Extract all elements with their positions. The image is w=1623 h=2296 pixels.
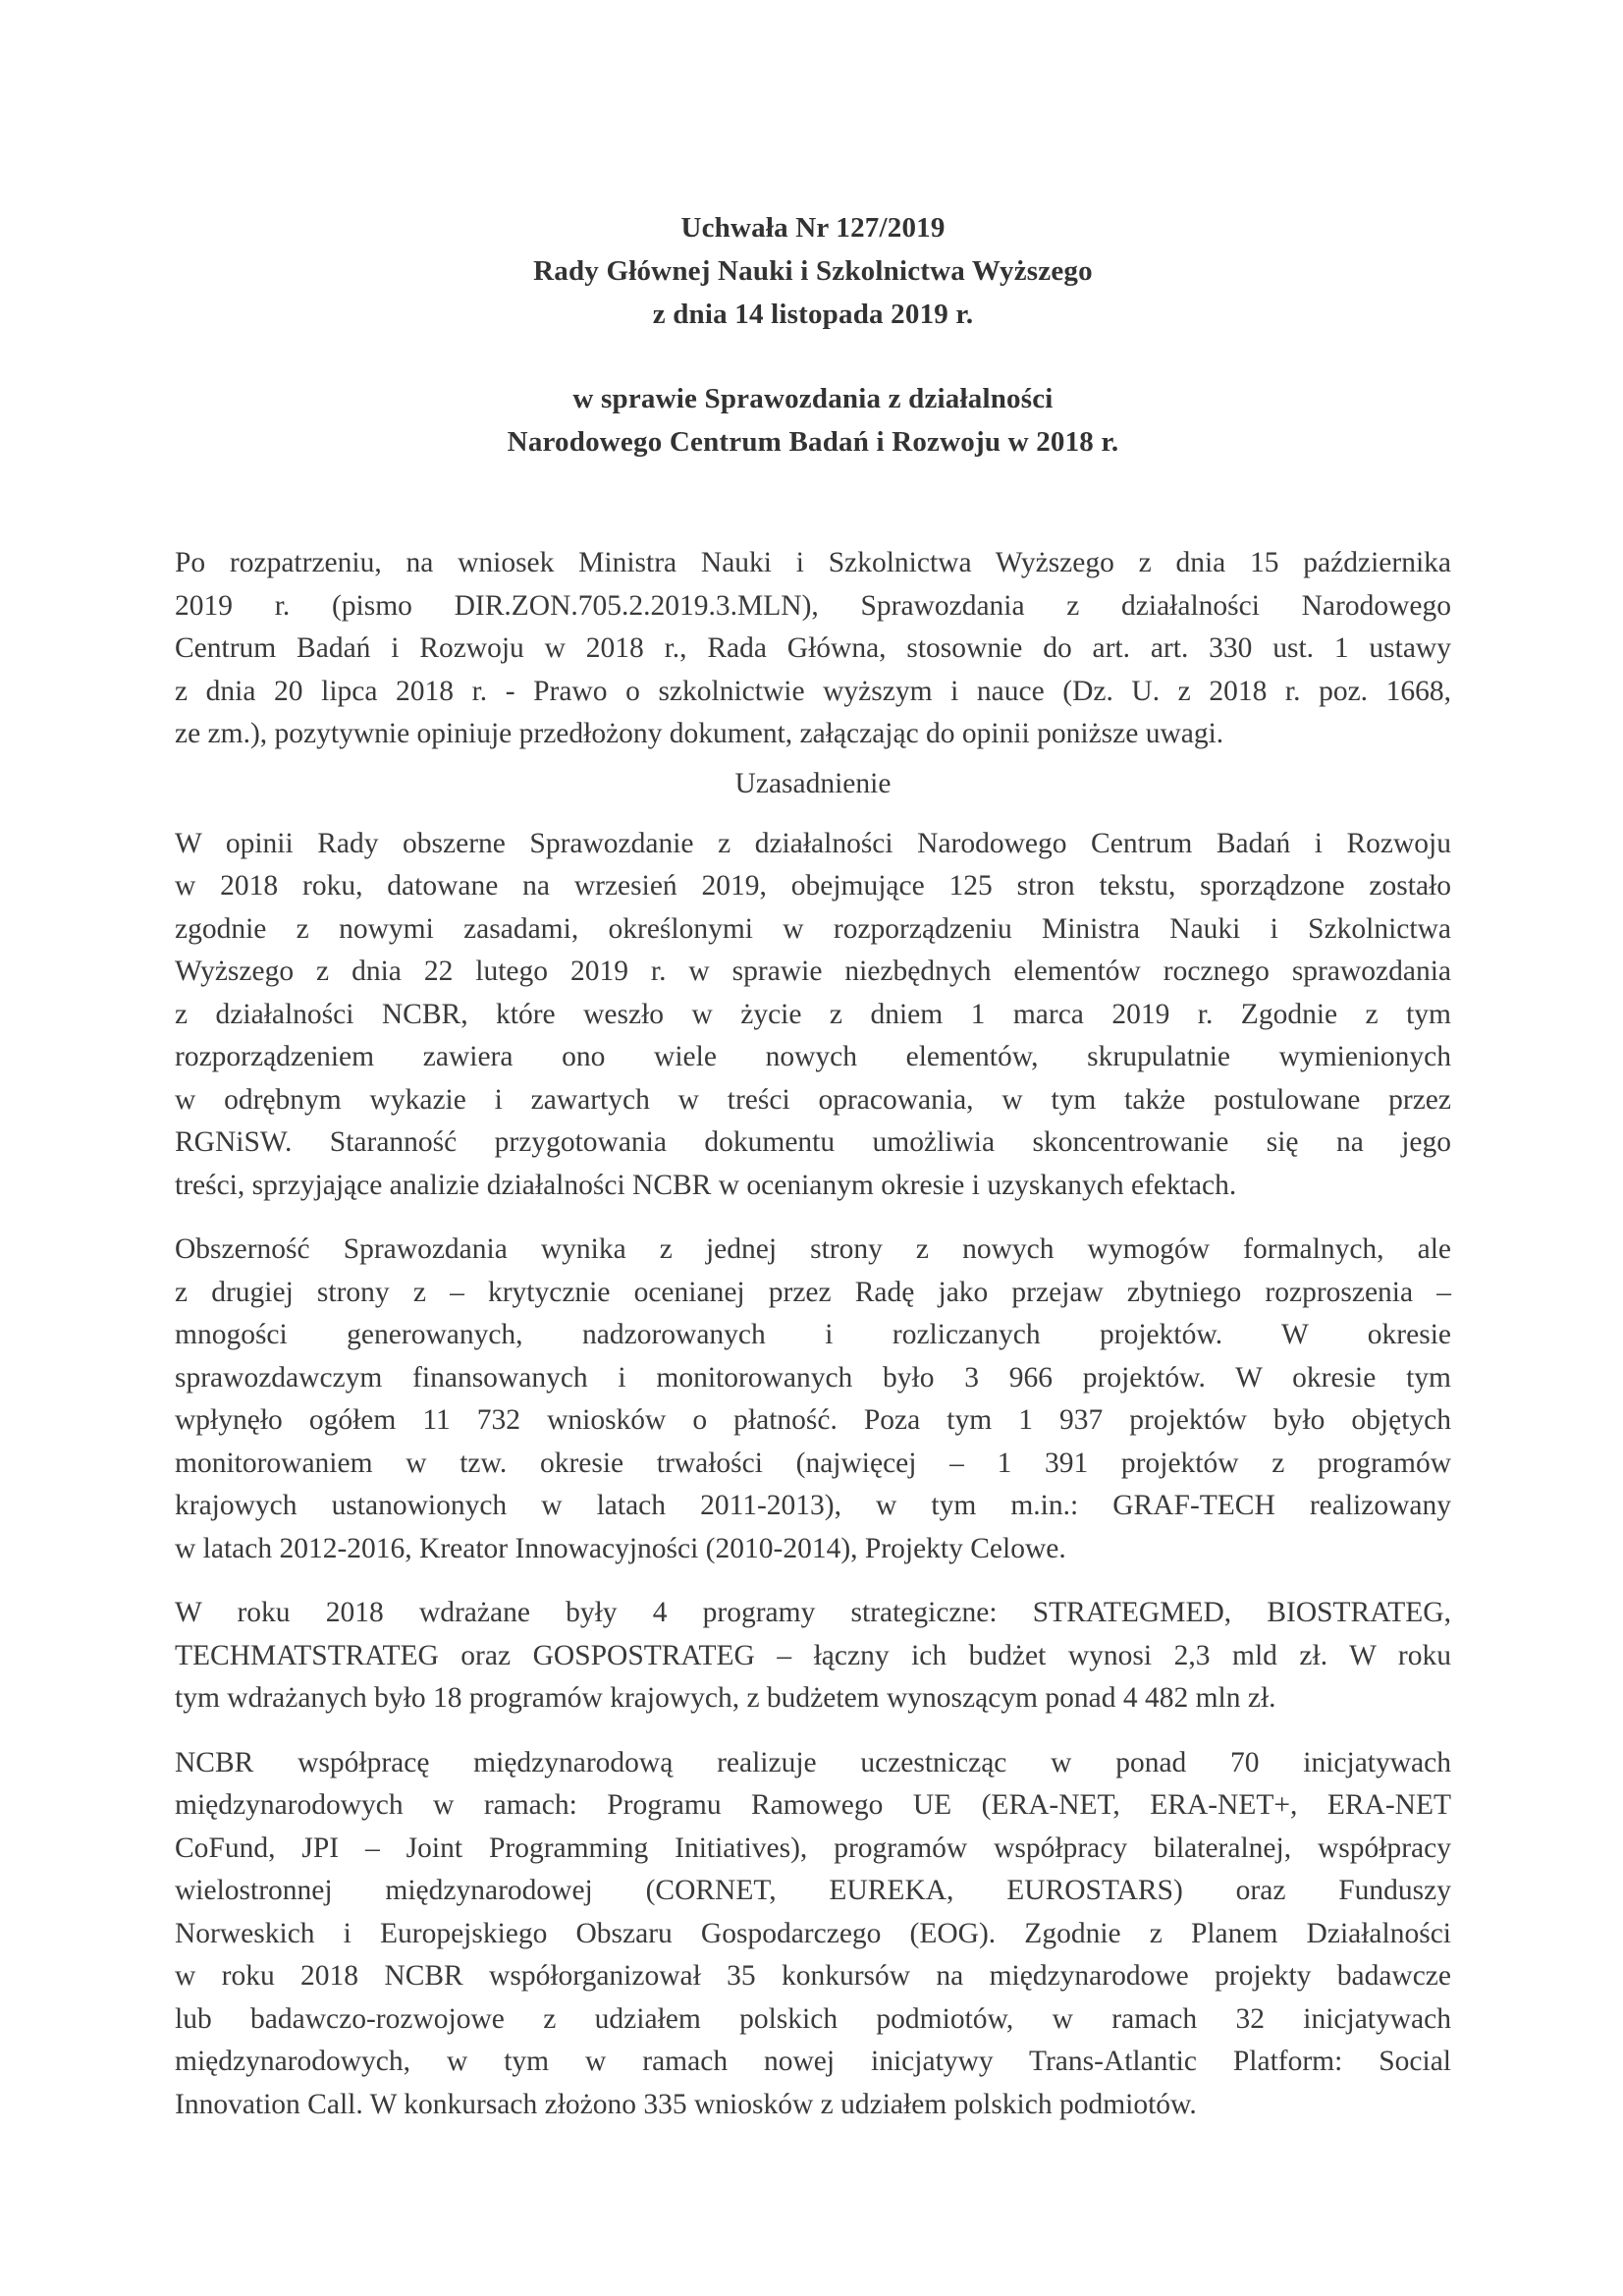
text-line: wielostronnej międzynarodowej (CORNET, EUREKA, EUROSTARS) oraz Funduszy (175, 1875, 1451, 1906)
text-line: Po rozpatrzeniu, na wniosek Ministra Nauki i Szkolnictwa Wyższego z dnia 15 października (175, 547, 1451, 578)
text-line: z działalności NCBR, które weszło w życie z dniem 1 marca 2019 r. Zgodnie z tym (175, 998, 1451, 1030)
section-heading-uzasadnienie: Uzasadnienie (734, 767, 892, 799)
text-line: TECHMATSTRATEG oraz GOSPOSTRATEG – łączny ich budżet wynosi 2,3 mld zł. W roku (175, 1639, 1451, 1671)
text-line: ze zm.), pozytywnie opiniuje przedłożony dokument, załączając do opinii poniższe uwagi. (175, 718, 1224, 749)
text-line: RGNiSW. Staranność przygotowania dokumentu umożliwia skoncentrowanie się na jego (175, 1126, 1451, 1158)
title-line: z dnia 14 listopada 2019 r. (652, 299, 974, 330)
text-line: tym wdrażanych było 18 programów krajowych, z budżetem wynoszącym ponad 4 482 mln zł. (175, 1682, 1276, 1714)
text-line: z drugiej strony z – krytycznie ocenianej przez Radę jako przejaw zbytniego rozproszenia – (175, 1276, 1451, 1308)
text-line: z dnia 20 lipca 2018 r. - Prawo o szkolnictwie wyższym i nauce (Dz. U. z 2018 r. poz. 1668, (175, 675, 1451, 707)
text-line: w odrębnym wykazie i zawartych w treści opracowania, w tym także postulowane przez (175, 1083, 1451, 1116)
text-line: w roku 2018 NCBR współorganizował 35 konkursów na międzynarodowe projekty badawcze (175, 1960, 1451, 1992)
text-line: zgodnie z nowymi zasadami, określonymi w rozporządzeniu Ministra Nauki i Szkolnictwa (175, 912, 1451, 945)
subject-line: w sprawie Sprawozdania z działalności (572, 383, 1054, 414)
paragraph-1 (175, 823, 1451, 1208)
text-line: NCBR współpracę międzynarodową realizuje uczestnicząc w ponad 70 inicjatywach (175, 1746, 1451, 1778)
document-page (175, 206, 1451, 2148)
subject-line: Narodowego Centrum Badań i Rozwoju w 2018 r. (507, 426, 1119, 458)
paragraph-3 (175, 1592, 1451, 1721)
text-line: wpłynęło ogółem 11 732 wniosków o płatność. Poza tym 1 937 projektów było objętych (175, 1404, 1451, 1436)
text-line: Wyższego z dnia 22 lutego 2019 r. w sprawie niezbędnych elementów rocznego sprawozdania (175, 956, 1451, 987)
text-line: Innovation Call. W konkursach złożono 335 wniosków z udziałem polskich podmiotów. (175, 2088, 1197, 2120)
text-line: międzynarodowych, w tym w ramach nowej inicjatywy Trans-Atlantic Platform: Social (175, 2046, 1451, 2077)
text-line: W opinii Rady obszerne Sprawozdanie z działalności Narodowego Centrum Badań i Rozwoju (175, 827, 1451, 859)
text-line: monitorowaniem w tzw. okresie trwałości (najwięcej – 1 391 projektów z programów (175, 1447, 1451, 1479)
text-line: mnogości generowanych, nadzorowanych i rozliczanych projektów. W okresie (175, 1319, 1451, 1350)
text-line: CoFund, JPI – Joint Programming Initiatives), programów współpracy bilateralnej, współpracy (175, 1831, 1451, 1864)
title-spacer (175, 336, 1451, 377)
text-line: Norweskich i Europejskiego Obszaru Gospodarczego (EOG). Zgodnie z Planem Działalności (175, 1917, 1451, 1949)
text-line: W roku 2018 wdrażane były 4 programy strategiczne: STRATEGMED, BIOSTRATEG, (175, 1597, 1451, 1628)
text-line: lub badawczo-rozwojowe z udziałem polskich podmiotów, w ramach 32 inicjatywach (175, 2002, 1451, 2035)
text-line: rozporządzeniem zawiera ono wiele nowych elementów, skrupulatnie wymienionych (175, 1041, 1451, 1072)
text-line: treści, sprzyjające analizie działalności NCBR w ocenianym okresie i uzyskanych efektach. (175, 1169, 1237, 1201)
paragraph-4 (175, 1742, 1451, 2127)
text-line: Obszerność Sprawozdania wynika z jednej strony z nowych wymogów formalnych, ale (175, 1233, 1451, 1265)
text-line: 2019 r. (pismo DIR.ZON.705.2.2019.3.MLN), Sprawozdania z działalności Narodowego (175, 589, 1451, 622)
text-line: sprawozdawczym finansowanych i monitorowanych było 3 966 projektów. W okresie tym (175, 1361, 1451, 1394)
text-line: Centrum Badań i Rozwoju w 2018 r., Rada Główna, stosownie do art. art. 330 ust. 1 ustawy (175, 632, 1451, 664)
paragraph-2 (175, 1229, 1451, 1570)
resolution-title (175, 206, 1451, 464)
intro-paragraph (175, 542, 1451, 756)
title-line: Rady Głównej Nauki i Szkolnictwa Wyższego (533, 255, 1093, 287)
text-line: krajowych ustanowionych w latach 2011-2013), w tym m.in.: GRAF-TECH realizowany (175, 1490, 1451, 1521)
text-line: w latach 2012-2016, Kreator Innowacyjności (2010-2014), Projekty Celowe. (175, 1532, 1066, 1564)
title-line: Uchwała Nr 127/2019 (680, 212, 946, 244)
text-line: międzynarodowych w ramach: Programu Ramowego UE (ERA-NET, ERA-NET+, ERA-NET (175, 1789, 1451, 1821)
text-line: w 2018 roku, datowane na wrzesień 2019, obejmujące 125 stron tekstu, sporządzone zostało (175, 870, 1451, 902)
